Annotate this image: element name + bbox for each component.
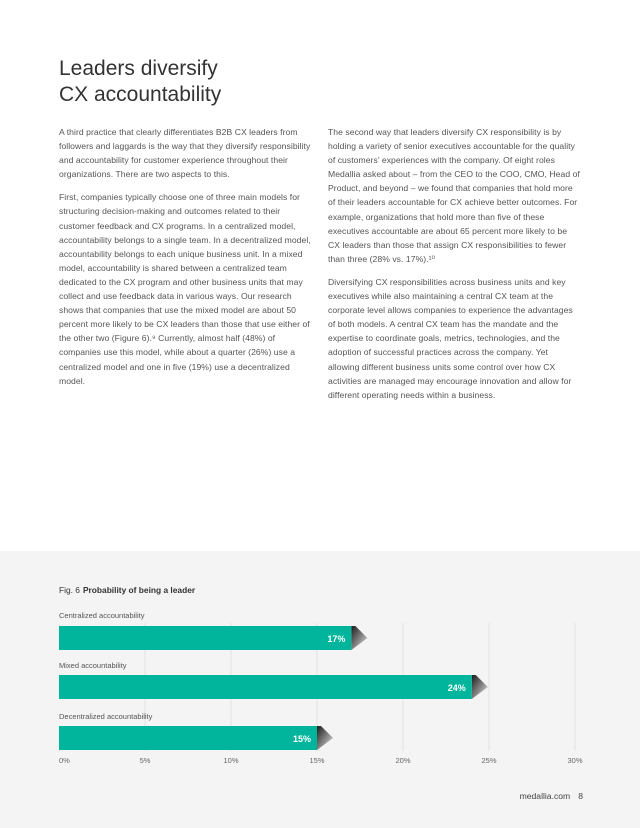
category-label: Decentralized accountability [59,712,153,721]
x-tick-label: 10% [223,756,239,765]
x-tick-label: 20% [395,756,411,765]
page-title [59,56,359,108]
paragraph: A third practice that clearly differentiates B2B CX leaders from followers and laggards is the way that they diversify responsibility and accountability for customer experience throughout their organizations. There are two aspects to this. [59,127,311,180]
x-tick-label: 25% [481,756,497,765]
bar-tail [351,626,367,650]
bar-value-label: 15% [292,734,311,744]
bar [59,726,317,750]
paragraph: First, companies typically choose one of three main models for structuring decision-making and outcomes related to their customer feedback and CX programs. In a centralized model, accountability belongs to a single team. In a decentralized model, accountability belongs to each unique business unit. In a mixed model, accountability is shared between a centralized team dedicated to the CX program and other business units that may collect and use feedback data in various ways. Our research shows that companies that use the mixed model are about 50 percent more likely to be CX leaders than those that use either of the other two (Figure 6).⁹ Currently, almost half (48%) of companies use this model, while about a quarter (26%) use a centralized model and one in five (19%) use a decentralized model. [59,192,311,386]
x-tick-label: 5% [139,756,151,765]
paragraph: The second way that leaders diversify CX responsibility is by holding a variety of senior executives accountable for the quality of customers’ experiences with the company. Of eight roles Medallia asked about – from the CEO to the COO, CMO, Head of Product, and beyond – we found that companies that hold more of their leaders accountable for CX achieve better outcomes. For example, organizations that hold more than five of these executives accountable are about 65 percent more likely to be CX leaders than those that assign CX responsibilities to fewer than three (28% vs. 17%).¹⁰ [328,127,580,264]
bar-value-label: 17% [327,634,346,644]
page-number: 8 [578,791,583,801]
page-title-line2: CX accountability [59,83,222,106]
footer-site: medallia.com [519,791,571,801]
bar-value-label: 24% [447,683,466,693]
bar [59,675,472,699]
x-tick-label: 30% [567,756,583,765]
paragraph: Diversifying CX responsibilities across business units and key executives while also maintaining a central CX team at the corporate level allows companies to experience the advantages of both models. A central CX team has the mandate and the expertise to coordinate goals, metrics, technologies, and the adoption of successful practices across the company. Yet allowing different business units some control over how CX activities are managed may encourage innovation and allow for different operating needs within a business. [328,276,573,400]
body-column-right [328,125,580,411]
bar-chart [0,551,640,781]
x-tick-label: 15% [309,756,325,765]
x-tick-label: 0% [59,756,70,765]
page-footer [520,791,583,801]
bar-tail [317,726,333,750]
category-label: Mixed accountability [59,661,127,670]
category-label: Centralized accountability [59,611,145,620]
bar [59,626,351,650]
page-title-line1: Leaders diversify [59,57,218,80]
body-column-left [59,125,311,397]
figure-number: Fig. 6 [59,585,80,595]
bar-tail [472,675,488,699]
figure-title: Probability of being a leader [82,585,196,595]
